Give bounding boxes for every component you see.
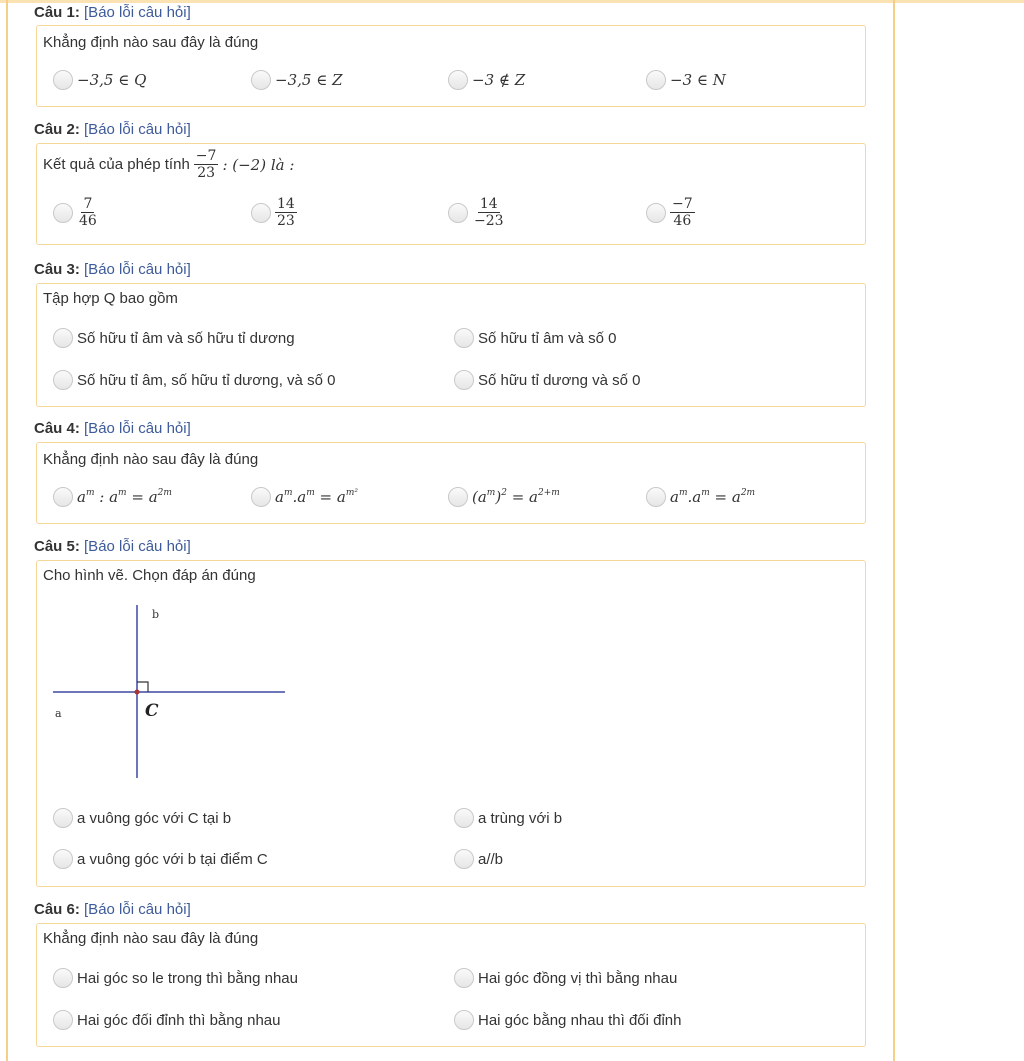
radio-button[interactable]	[53, 487, 73, 507]
math-exponent: m	[85, 488, 95, 498]
option[interactable]	[646, 196, 695, 229]
math-exponent: m	[701, 488, 710, 498]
option-label: Số hữu tỉ âm và số 0	[478, 329, 617, 347]
radio-button[interactable]	[53, 328, 73, 348]
fraction-numerator: −7	[195, 148, 217, 164]
option-label: Hai góc đối đỉnh thì bằng nhau	[77, 1011, 281, 1029]
math-exponent: 2+m	[538, 488, 560, 498]
option[interactable]	[448, 487, 560, 507]
option[interactable]	[454, 370, 641, 390]
question-6-header	[34, 901, 191, 918]
point-c	[135, 690, 140, 695]
fraction-numerator: 7	[83, 196, 93, 212]
radio-button[interactable]	[251, 70, 271, 90]
radio-button[interactable]	[454, 370, 474, 390]
option-label: a vuông góc với C tại b	[77, 809, 232, 827]
radio-button[interactable]	[454, 808, 474, 828]
question-3-box	[36, 283, 866, 407]
math-exponent: m	[678, 488, 688, 498]
option-label: Số hữu tỉ dương và số 0	[478, 371, 641, 389]
math-base: (a	[472, 488, 487, 506]
radio-button[interactable]	[251, 487, 271, 507]
report-error-link[interactable]: [Báo lỗi câu hỏi]	[84, 121, 191, 138]
option[interactable]	[251, 196, 297, 229]
radio-button[interactable]	[53, 849, 73, 869]
fraction-denominator: 23	[277, 213, 295, 229]
fraction	[275, 196, 297, 229]
option-label	[77, 488, 172, 506]
option-label	[670, 488, 755, 506]
radio-button[interactable]	[53, 808, 73, 828]
option-label: −3 ∈ N	[670, 71, 726, 89]
question-text: Tập hợp Q bao gồm	[43, 290, 178, 307]
option[interactable]	[53, 70, 146, 90]
question-number: Câu 5:	[34, 538, 80, 555]
question-4-box	[36, 442, 866, 524]
question-text-start: Kết quả của phép tính	[43, 156, 190, 173]
question-text: Khẳng định nào sau đây là đúng	[43, 451, 259, 468]
math-exponent: m	[283, 488, 293, 498]
option[interactable]	[454, 328, 616, 348]
math-result: = a	[314, 488, 346, 506]
option[interactable]	[454, 968, 677, 988]
option[interactable]	[53, 1010, 281, 1030]
option-label: −3,5 ∈ Z	[275, 71, 343, 89]
question-5-header	[34, 538, 191, 555]
question-6-box	[36, 923, 866, 1047]
option-label: Hai góc so le trong thì bằng nhau	[77, 969, 298, 987]
option-label: a trùng với b	[478, 809, 563, 827]
option[interactable]	[454, 808, 562, 828]
math-exponent: m	[306, 488, 315, 498]
radio-button[interactable]	[646, 70, 666, 90]
math-result: = a	[126, 488, 158, 506]
option[interactable]	[454, 849, 503, 869]
option[interactable]	[251, 487, 358, 507]
option[interactable]	[53, 487, 172, 507]
math-base: a	[275, 488, 284, 506]
radio-button[interactable]	[454, 849, 474, 869]
option[interactable]	[53, 808, 231, 828]
math-exponent: m	[486, 488, 496, 498]
option-label: Hai góc đồng vị thì bằng nhau	[478, 969, 678, 987]
right-column-line	[893, 0, 895, 1061]
radio-button[interactable]	[53, 370, 73, 390]
label-b: b	[152, 608, 160, 621]
radio-button[interactable]	[454, 968, 474, 988]
math-exponent: 2	[501, 488, 507, 498]
math-operator: .a	[687, 488, 702, 506]
question-2-header	[34, 121, 191, 138]
radio-button[interactable]	[448, 487, 468, 507]
radio-button[interactable]	[448, 70, 468, 90]
option[interactable]	[454, 1010, 682, 1030]
fraction-denominator: −23	[474, 213, 504, 229]
math-exponent: m²	[345, 488, 358, 498]
option[interactable]	[53, 196, 99, 229]
option-label: a//b	[478, 850, 504, 868]
radio-button[interactable]	[646, 203, 666, 223]
label-c: C	[145, 701, 159, 721]
math-operator: )	[495, 488, 502, 506]
fraction	[77, 196, 99, 229]
math-result: = a	[506, 488, 538, 506]
question-text-end: : (−2) là :	[222, 155, 295, 174]
option-label: −3 ∉ Z	[472, 71, 526, 89]
top-border	[0, 0, 1024, 3]
math-operator: .a	[292, 488, 307, 506]
option[interactable]	[53, 849, 268, 869]
option-label: −3,5 ∈ Q	[77, 71, 147, 89]
math-exponent: 2m	[740, 488, 756, 498]
fraction-numerator: −7	[672, 196, 693, 212]
radio-button[interactable]	[53, 203, 73, 223]
fraction-numerator: 14	[277, 196, 295, 212]
option[interactable]	[53, 370, 335, 390]
math-exponent: 2m	[157, 488, 172, 498]
math-result: = a	[709, 488, 741, 506]
question-text: Cho hình vẽ. Chọn đáp án đúng	[43, 567, 256, 584]
fraction-denominator: 46	[673, 213, 692, 229]
fraction	[670, 196, 695, 229]
radio-button[interactable]	[646, 487, 666, 507]
question-1-box	[36, 25, 866, 107]
question-number: Câu 1:	[34, 4, 80, 21]
radio-button[interactable]	[454, 1010, 474, 1030]
question-3-header	[34, 261, 191, 278]
geometry-figure	[47, 601, 297, 786]
fraction-numerator: 14	[479, 196, 498, 212]
fraction	[472, 196, 506, 229]
option-label: a vuông góc với b tại điểm C	[77, 850, 268, 868]
option[interactable]	[646, 70, 726, 90]
radio-button[interactable]	[448, 203, 468, 223]
report-error-link[interactable]: [Báo lỗi câu hỏi]	[84, 4, 191, 21]
question-text: Khẳng định nào sau đây là đúng	[43, 34, 259, 51]
math-exponent: m	[118, 488, 127, 498]
report-error-link[interactable]: [Báo lỗi câu hỏi]	[84, 538, 191, 555]
label-a: a	[55, 707, 62, 720]
radio-button[interactable]	[53, 1010, 73, 1030]
report-error-link[interactable]: [Báo lỗi câu hỏi]	[84, 901, 191, 918]
option[interactable]	[448, 70, 525, 90]
left-column-line	[6, 0, 8, 1061]
option-label: Số hữu tỉ âm, số hữu tỉ dương, và số 0	[77, 371, 336, 389]
question-number: Câu 6:	[34, 901, 80, 918]
math-base: a	[670, 488, 679, 506]
math-operator: : a	[94, 488, 119, 506]
question-1-header	[34, 4, 191, 21]
option[interactable]	[53, 328, 295, 348]
question-text: Khẳng định nào sau đây là đúng	[43, 930, 259, 947]
option[interactable]	[251, 70, 343, 90]
question-5-box	[36, 560, 866, 887]
radio-button[interactable]	[251, 203, 271, 223]
fraction-denominator: 23	[197, 165, 216, 181]
report-error-link[interactable]: [Báo lỗi câu hỏi]	[84, 420, 191, 437]
radio-button[interactable]	[53, 968, 73, 988]
report-error-link[interactable]: [Báo lỗi câu hỏi]	[84, 261, 191, 278]
option[interactable]	[448, 196, 506, 229]
option[interactable]	[53, 968, 298, 988]
question-text	[43, 148, 294, 181]
radio-button[interactable]	[454, 328, 474, 348]
option-label: Số hữu tỉ âm và số hữu tỉ dương	[77, 329, 295, 347]
question-2-box	[36, 143, 866, 245]
fraction-denominator: 46	[79, 213, 97, 229]
question-number: Câu 2:	[34, 121, 80, 138]
option[interactable]	[646, 487, 755, 507]
option-label	[472, 488, 560, 506]
math-base: a	[77, 488, 86, 506]
fraction	[194, 148, 219, 181]
option-label: Hai góc bằng nhau thì đối đỉnh	[478, 1011, 682, 1029]
radio-button[interactable]	[53, 70, 73, 90]
question-number: Câu 3:	[34, 261, 80, 278]
option-label	[275, 488, 358, 506]
question-4-header	[34, 420, 191, 437]
question-number: Câu 4:	[34, 420, 80, 437]
